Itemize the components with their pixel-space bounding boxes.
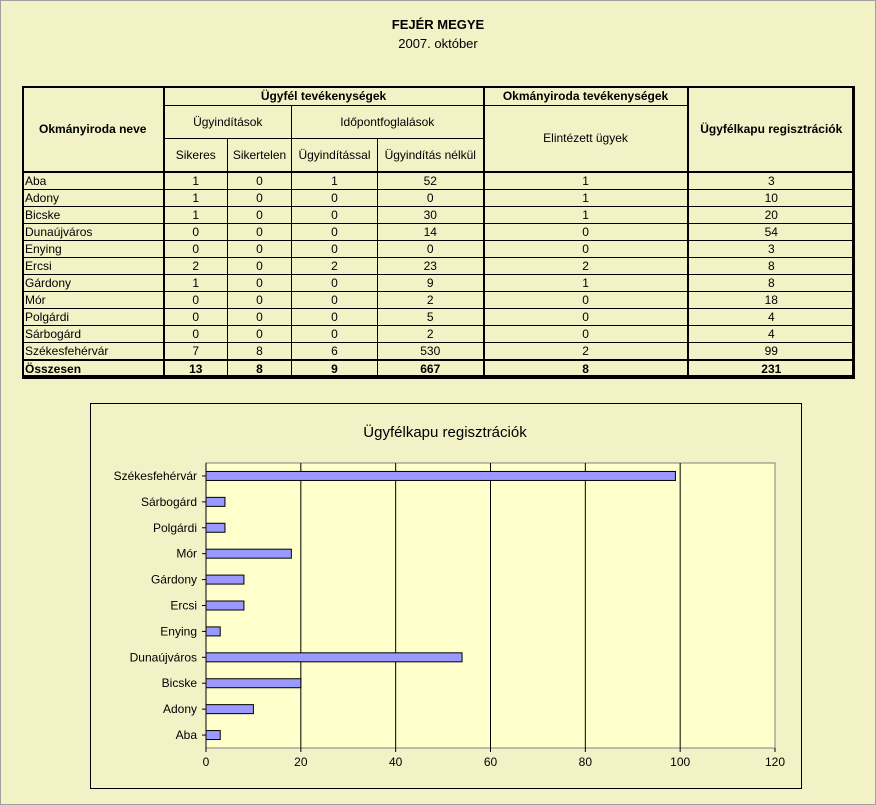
header-handled-cases: Elintézett ügyek [484, 106, 688, 172]
cell-registrations: 54 [688, 223, 855, 240]
table-row [23, 342, 855, 360]
cell-success: 13 [164, 360, 228, 378]
table-total-row [23, 360, 855, 378]
cell-office-name: Mór [23, 291, 164, 308]
y-category-label: Polgárdi [152, 520, 197, 535]
cell-fail: 0 [228, 189, 292, 206]
cell-without-initiation: 5 [378, 308, 484, 325]
cell-fail: 0 [228, 291, 292, 308]
cell-registrations: 99 [688, 342, 855, 360]
header-appointments: Időpontfoglalások [292, 106, 484, 139]
cell-without-initiation: 23 [378, 257, 484, 274]
cell-registrations: 3 [688, 240, 855, 257]
cell-fail: 0 [228, 274, 292, 291]
cell-registrations: 20 [688, 206, 855, 223]
cell-handled: 1 [484, 189, 688, 206]
x-tick-label: 0 [202, 755, 210, 769]
cell-fail: 0 [228, 206, 292, 223]
chart-area [90, 403, 802, 789]
cell-handled: 0 [484, 325, 688, 342]
cell-success: 1 [164, 172, 228, 190]
cell-office-name: Ercsi [23, 257, 164, 274]
page-title: FEJÉR MEGYE [391, 17, 485, 32]
cell-handled: 0 [484, 240, 688, 257]
x-tick-label: 20 [294, 755, 308, 769]
cell-without-initiation: 0 [378, 189, 484, 206]
header-with-initiation: Ügyindítással [292, 139, 378, 172]
bar-0 [206, 731, 220, 740]
bar-4 [206, 627, 220, 636]
cell-handled: 1 [484, 172, 688, 190]
y-category-label: Ercsi [170, 598, 197, 613]
cell-with-initiation: 0 [292, 206, 378, 223]
cell-success: 1 [164, 189, 228, 206]
cell-with-initiation: 0 [292, 274, 378, 291]
cell-handled: 8 [484, 360, 688, 378]
bar-8 [206, 523, 225, 532]
table-row [23, 291, 855, 308]
y-category-label: Gárdony [150, 572, 197, 587]
header-office-name: Okmányiroda neve [23, 87, 164, 172]
x-tick-label: 120 [764, 755, 786, 769]
cell-with-initiation: 1 [292, 172, 378, 190]
registrations-bar-chart [91, 404, 801, 788]
cell-registrations: 18 [688, 291, 855, 308]
cell-fail: 8 [228, 342, 292, 360]
y-category-label: Sárbogárd [140, 494, 197, 509]
cell-office-name: Dunaújváros [23, 223, 164, 240]
cell-success: 1 [164, 206, 228, 223]
x-tick-label: 100 [670, 755, 691, 769]
y-category-label: Dunaújváros [129, 650, 197, 665]
header-registrations: Ügyfélkapu regisztrációk [688, 87, 855, 172]
x-tick-label: 60 [483, 755, 498, 769]
header-client-activities: Ügyfél tevékenységek [164, 87, 484, 106]
header-without-initiation: Ügyindítás nélkül [378, 139, 484, 172]
cell-success: 0 [164, 308, 228, 325]
cell-with-initiation: 0 [292, 223, 378, 240]
y-category-label: Enying [160, 624, 197, 639]
cell-with-initiation: 0 [292, 308, 378, 325]
page-subtitle: 2007. október [398, 36, 478, 51]
cell-fail: 0 [228, 223, 292, 240]
cell-without-initiation: 0 [378, 240, 484, 257]
y-category-label: Mór [176, 546, 197, 561]
cell-with-initiation: 0 [292, 291, 378, 308]
cell-success: 0 [164, 240, 228, 257]
cell-office-name: Gárdony [23, 274, 164, 291]
header-fail: Sikertelen [228, 139, 292, 172]
cell-fail: 0 [228, 240, 292, 257]
x-tick-label: 40 [388, 755, 403, 769]
y-category-label: Aba [175, 728, 197, 743]
table-row [23, 274, 855, 291]
header-office-activities: Okmányiroda tevékenységek [484, 87, 688, 106]
cell-registrations: 4 [688, 325, 855, 342]
cell-registrations: 4 [688, 308, 855, 325]
cell-without-initiation: 52 [378, 172, 484, 190]
cell-without-initiation: 2 [378, 291, 484, 308]
cell-registrations: 3 [688, 172, 855, 190]
bar-6 [206, 575, 244, 584]
cell-registrations: 231 [688, 360, 855, 378]
table-row [23, 206, 855, 223]
header-success: Sikeres [164, 139, 228, 172]
table-row [23, 223, 855, 240]
y-category-label: Adony [162, 702, 197, 717]
cell-handled: 2 [484, 257, 688, 274]
cell-office-name: Sárbogárd [23, 325, 164, 342]
cell-fail: 8 [228, 360, 292, 378]
bar-7 [206, 549, 291, 558]
cell-without-initiation: 667 [378, 360, 484, 378]
cell-fail: 0 [228, 172, 292, 190]
cell-without-initiation: 30 [378, 206, 484, 223]
cell-office-name: Enying [23, 240, 164, 257]
chart-title: Ügyfélkapu regisztrációk [363, 424, 527, 441]
cell-success: 0 [164, 325, 228, 342]
table-row [23, 325, 855, 342]
cell-without-initiation: 14 [378, 223, 484, 240]
x-tick-label: 80 [578, 755, 593, 769]
bar-5 [206, 601, 244, 610]
cell-registrations: 10 [688, 189, 855, 206]
bar-9 [206, 497, 225, 506]
cell-handled: 1 [484, 274, 688, 291]
cell-office-name: Polgárdi [23, 308, 164, 325]
table-row [23, 172, 855, 190]
table-row [23, 257, 855, 274]
cell-handled: 0 [484, 223, 688, 240]
cell-success: 2 [164, 257, 228, 274]
header-initiations: Ügyindítások [164, 106, 292, 139]
cell-fail: 0 [228, 325, 292, 342]
cell-with-initiation: 0 [292, 325, 378, 342]
cell-success: 7 [164, 342, 228, 360]
cell-registrations: 8 [688, 257, 855, 274]
bar-2 [206, 679, 301, 688]
cell-office-name: Bicske [23, 206, 164, 223]
cell-registrations: 8 [688, 274, 855, 291]
bar-1 [206, 705, 253, 714]
cell-without-initiation: 2 [378, 325, 484, 342]
bar-10 [206, 471, 675, 480]
cell-with-initiation: 6 [292, 342, 378, 360]
cell-handled: 0 [484, 291, 688, 308]
table-row [23, 240, 855, 257]
cell-office-name: Adony [23, 189, 164, 206]
y-category-label: Székesfehérvár [113, 468, 197, 483]
cell-office-name: Összesen [23, 360, 164, 378]
cell-office-name: Székesfehérvár [23, 342, 164, 360]
table-row [23, 308, 855, 325]
bar-3 [206, 653, 462, 662]
cell-with-initiation: 0 [292, 240, 378, 257]
y-category-label: Bicske [161, 676, 197, 691]
cell-success: 1 [164, 274, 228, 291]
cell-with-initiation: 0 [292, 189, 378, 206]
cell-fail: 0 [228, 257, 292, 274]
cell-fail: 0 [228, 308, 292, 325]
cell-success: 0 [164, 291, 228, 308]
cell-handled: 1 [484, 206, 688, 223]
cell-without-initiation: 9 [378, 274, 484, 291]
cell-success: 0 [164, 223, 228, 240]
cell-handled: 2 [484, 342, 688, 360]
cell-with-initiation: 9 [292, 360, 378, 378]
cell-without-initiation: 530 [378, 342, 484, 360]
table-row [23, 189, 855, 206]
cell-with-initiation: 2 [292, 257, 378, 274]
statistics-table [22, 86, 855, 379]
cell-handled: 0 [484, 308, 688, 325]
cell-office-name: Aba [23, 172, 164, 190]
